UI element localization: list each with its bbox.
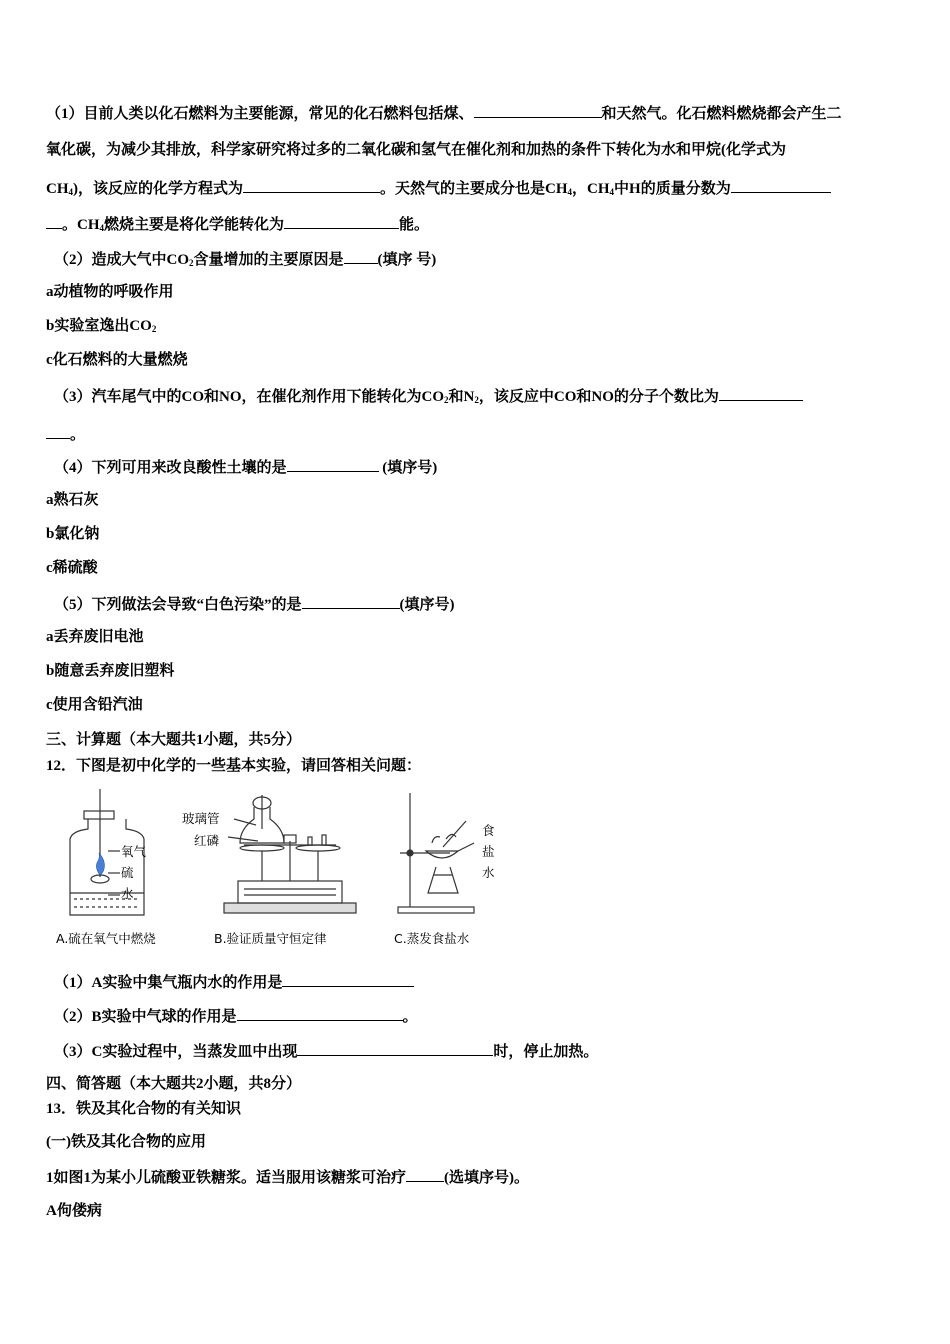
label-salt-3: 水	[482, 865, 495, 880]
answer-blank[interactable]	[406, 1167, 444, 1182]
q3-stem-end: 。	[46, 424, 85, 444]
section-3-heading: 三、计算题（本大题共1小题，共5分）	[46, 732, 302, 748]
q12-sub3: （3）C实验过程中，当蒸发皿中出现 时，停止加热。	[54, 1041, 598, 1061]
label-oxygen: 氧气	[121, 844, 147, 859]
q2-stem: （2）造成大气中$CO_2$含量增加的主要原因是 (填序 号)	[54, 249, 436, 269]
q12-sub1: （1）A实验中集气瓶内水的作用是	[54, 972, 414, 992]
q4-option-c: c稀硫酸	[46, 560, 98, 576]
answer-blank[interactable]	[731, 178, 831, 193]
answer-blank[interactable]	[46, 424, 70, 439]
answer-blank[interactable]	[344, 249, 378, 264]
answer-blank[interactable]	[284, 214, 399, 229]
sulfur-flame-icon	[96, 853, 104, 875]
q13-subheading: (一)铁及其化合物的应用	[46, 1134, 206, 1150]
q1-line2: 氧化碳，为减少其排放，科学家研究将过多的二氧化碳和氢气在催化剂和加热的条件下转化为水和甲烷(化学式为	[46, 142, 787, 158]
answer-blank[interactable]	[243, 178, 380, 193]
label-salt-2: 盐	[482, 844, 495, 859]
caption-c: C.蒸发食盐水	[394, 931, 470, 946]
answer-blank[interactable]	[282, 972, 414, 987]
q13-stem: 13．铁及其化合物的有关知识	[46, 1101, 242, 1117]
q3-stem: （3）汽车尾气中的CO和NO，在催化剂作用下能转化为$CO_2$和$N_2$，该反应中CO和NO的分子个数比为	[54, 386, 803, 406]
q12-stem: 12．下图是初中化学的一些基本实验，请回答相关问题：	[46, 758, 422, 774]
q4-option-b: b氯化钠	[46, 526, 100, 542]
q5-stem: （5）下列做法会导致“白色污染”的是 (填序号)	[54, 594, 455, 614]
q1-line3: $CH_4$)，该反应的化学方程式为 。天然气的主要成分也是$CH_4$，$CH_4$中H的质量分数为	[46, 178, 831, 198]
q12-sub2: （2）B实验中气球的作用是 。	[54, 1006, 418, 1026]
q5-option-a: a丢弃废旧电池	[46, 629, 144, 645]
q2-option-b: b实验室逸出$CO_2$	[46, 318, 157, 334]
q13-option-a: A佝偻病	[46, 1203, 102, 1219]
section-4-heading: 四、简答题（本大题共2小题，共8分）	[46, 1076, 302, 1092]
label-glass-tube: 玻璃管	[182, 811, 220, 826]
caption-b: B.验证质量守恒定律	[214, 931, 327, 946]
label-water: 水	[121, 886, 134, 901]
answer-blank[interactable]	[302, 594, 400, 609]
q4-stem: （4）下列可用来改良酸性土壤的是 (填序号)	[54, 457, 437, 477]
q13-q1: 1如图1为某小儿硫酸亚铁糖浆。适当服用该糖浆可治疗 (选填序号)。	[46, 1167, 529, 1187]
answer-blank[interactable]	[287, 457, 379, 472]
q1-line1: （1）目前人类以化石燃料为主要能源，常见的化石燃料包括煤、 和天然气。化石燃料燃烧都会产生二	[46, 103, 842, 123]
q4-option-a: a熟石灰	[46, 492, 99, 508]
q2-option-c: c化石燃料的大量燃烧	[46, 352, 188, 368]
label-sulfur: 硫	[121, 865, 134, 880]
answer-blank[interactable]	[719, 386, 803, 401]
caption-a: A.硫在氧气中燃烧	[56, 931, 156, 946]
answer-blank[interactable]	[46, 214, 62, 229]
label-salt-1: 食	[482, 823, 495, 838]
q2-option-a: a动植物的呼吸作用	[46, 284, 174, 300]
answer-blank[interactable]	[297, 1041, 493, 1056]
q5-option-c: c使用含铅汽油	[46, 697, 143, 713]
answer-blank[interactable]	[237, 1006, 403, 1021]
experiment-b-balance	[224, 795, 356, 913]
q5-option-b: b随意丢弃废旧塑料	[46, 663, 175, 679]
q1-line4: 。$CH_4$燃烧主要是将化学能转化为 能。	[46, 214, 429, 234]
label-red-phosphorus: 红磷	[194, 833, 220, 848]
answer-blank[interactable]	[474, 103, 602, 118]
experiment-figure	[48, 785, 518, 955]
experiment-c-evaporation	[398, 793, 474, 913]
